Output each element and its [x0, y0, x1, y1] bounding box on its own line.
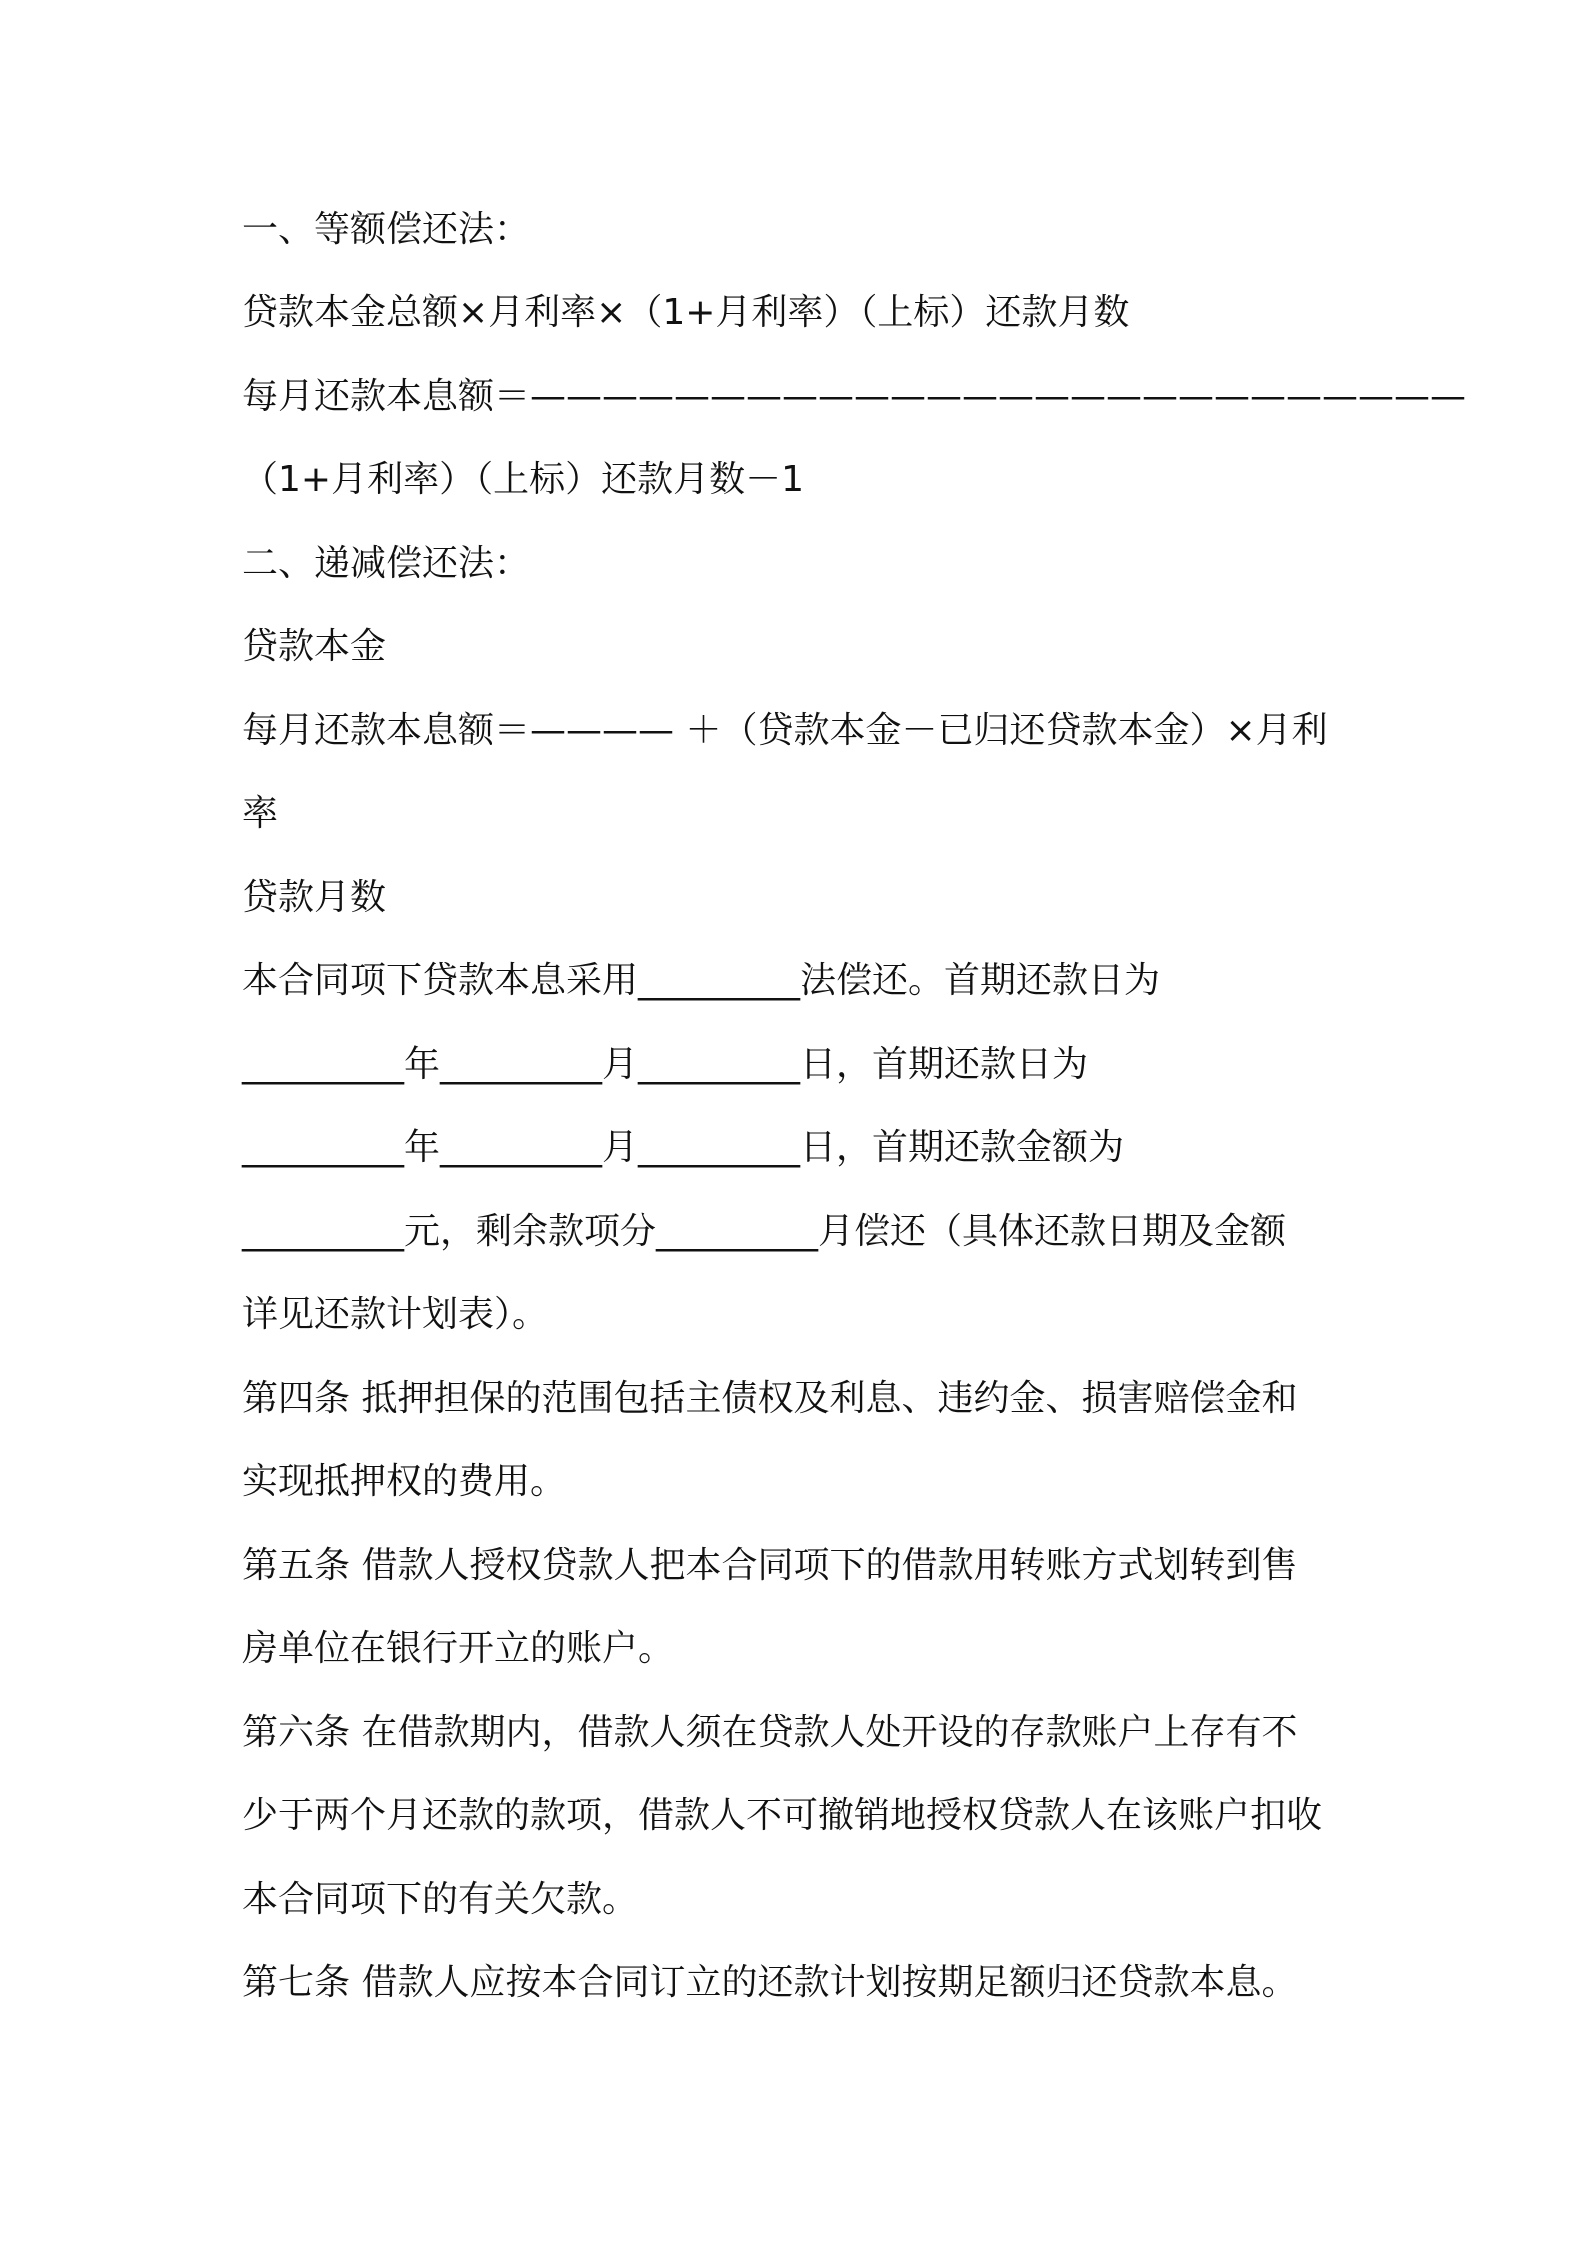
paragraph-first-date-line: _________年_________月_________日，首期还款日为: [242, 1044, 1089, 1085]
formula-monthly-payment: 每月还款本息额＝——————————————————————————: [242, 376, 1467, 417]
article-6-line-3: 本合同项下的有关欠款。: [242, 1879, 639, 1920]
heading-declining-repayment: 二、递减偿还法：: [242, 543, 531, 584]
formula-principal-numerator: 贷款本金: [242, 626, 387, 667]
article-4-line-2: 实现抵押权的费用。: [242, 1461, 567, 1502]
formula-numerator: 贷款本金总额×月利率×（1+月利率）（上标）还款月数: [242, 292, 1130, 333]
article-5-line-2: 房单位在银行开立的账户。: [242, 1628, 675, 1669]
formula-declining-payment-cont: 率: [242, 793, 279, 834]
formula-denominator: （1+月利率）（上标）还款月数－1: [242, 459, 804, 500]
paragraph-repayment-method: 本合同项下贷款本息采用_________法偿还。首期还款日为: [242, 960, 1161, 1001]
paragraph-remaining-line: _________元，剩余款项分_________月偿还（具体还款日期及金额: [242, 1211, 1287, 1252]
formula-declining-payment: 每月还款本息额＝———— ＋（贷款本金－已归还贷款本金）×月利: [242, 710, 1328, 751]
article-6-line-2: 少于两个月还款的款项，借款人不可撤销地授权贷款人在该账户扣收: [242, 1795, 1323, 1836]
paragraph-schedule-ref: 详见还款计划表）。: [242, 1294, 549, 1335]
paragraph-first-amount-line: _________年_________月_________日，首期还款金额为: [242, 1127, 1125, 1168]
heading-equal-installment: 一、等额偿还法：: [242, 209, 531, 250]
article-6-line-1: 第六条 在借款期内，借款人须在贷款人处开设的存款账户上存有不: [242, 1712, 1298, 1753]
formula-months-denominator: 贷款月数: [242, 877, 387, 918]
article-7-line-1: 第七条 借款人应按本合同订立的还款计划按期足额归还贷款本息。: [242, 1962, 1298, 2003]
article-4-line-1: 第四条 抵押担保的范围包括主债权及利息、违约金、损害赔偿金和: [242, 1378, 1298, 1419]
article-5-line-1: 第五条 借款人授权贷款人把本合同项下的借款用转账方式划转到售: [242, 1545, 1298, 1586]
